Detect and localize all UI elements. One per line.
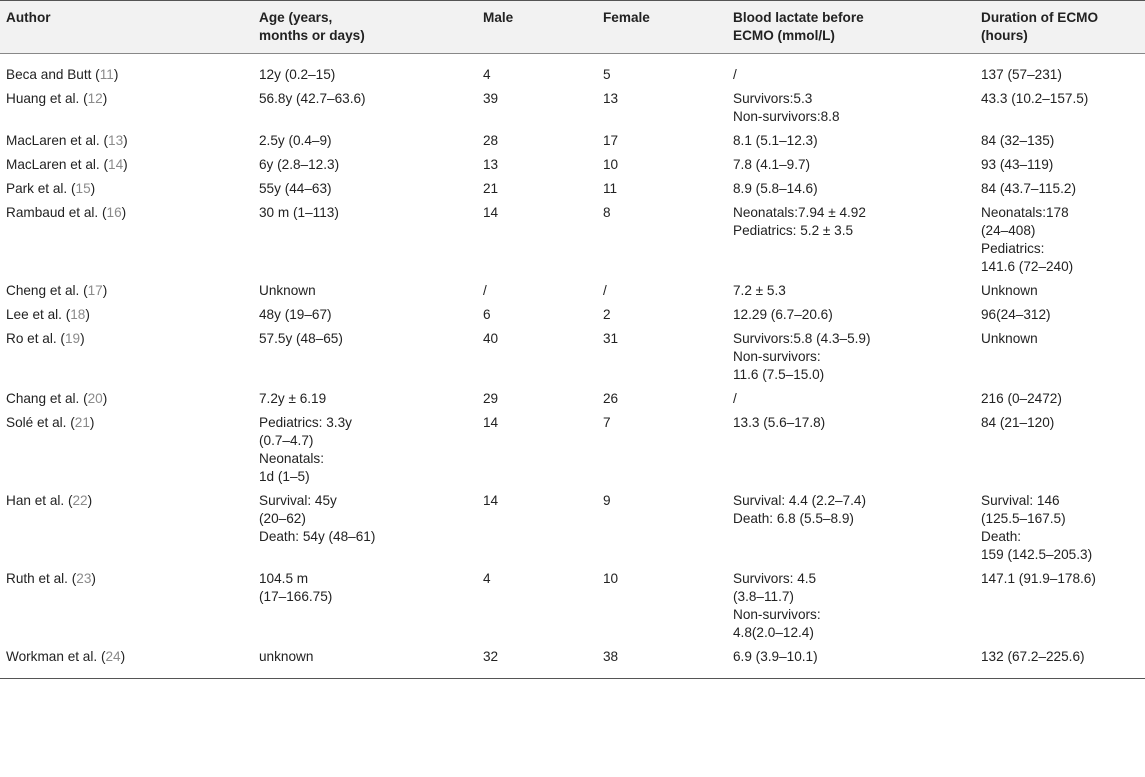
cell-line: Non-survivors: — [733, 349, 821, 364]
cell-line: 6y (2.8–12.3) — [259, 157, 340, 172]
column-header-line: Age (years, — [259, 10, 333, 25]
cell-line: 30 m (1–113) — [259, 205, 339, 220]
author-name: Lee et al. — [6, 307, 62, 322]
cell-duration — [975, 411, 1145, 489]
cell-author: Han et al. (22) — [6, 493, 93, 508]
cell-duration — [975, 327, 1145, 387]
cell-line: 96(24–312) — [981, 307, 1051, 322]
cell-line: 13.3 (5.6–17.8) — [733, 415, 826, 430]
cell-lactate — [727, 87, 975, 129]
cell-value: 6 — [483, 307, 491, 322]
reference-link[interactable]: 19 — [64, 331, 81, 346]
cell-line: Survival: 4.4 (2.2–7.4) — [733, 493, 866, 508]
reference-link[interactable]: 18 — [70, 307, 86, 322]
column-header-line: Male — [483, 10, 514, 25]
cell-value: 8 — [603, 205, 611, 220]
cell-lactate — [727, 201, 975, 279]
reference-link[interactable]: 24 — [105, 649, 121, 664]
cell-value: 14 — [483, 493, 499, 508]
table-row — [0, 387, 1145, 411]
cell-duration — [975, 129, 1145, 153]
cell-female — [597, 129, 727, 153]
cell-author: Ruth et al. (23) — [6, 571, 96, 586]
cell-value: / — [603, 283, 607, 298]
cell-age — [253, 303, 477, 327]
cell-age — [253, 177, 477, 201]
cell-line: (17–166.75) — [259, 589, 333, 604]
cell-line: Pediatrics: 5.2 ± 3.5 — [733, 223, 854, 238]
reference-link[interactable]: 14 — [108, 157, 124, 172]
reference-link[interactable]: 13 — [108, 133, 124, 148]
column-header-line: Author — [6, 10, 51, 25]
cell-line: Neonatals:178 — [981, 205, 1069, 220]
table-row — [0, 645, 1145, 679]
cell-line: Unknown — [981, 283, 1038, 298]
cell-line: Survivors:5.8 (4.3–5.9) — [733, 331, 871, 346]
cell-male — [477, 387, 597, 411]
cell-age — [253, 411, 477, 489]
cell-lactate — [727, 153, 975, 177]
cell-line: Unknown — [259, 283, 316, 298]
cell-line: 56.8y (42.7–63.6) — [259, 91, 366, 106]
cell-male — [477, 303, 597, 327]
cell-line: 8.1 (5.1–12.3) — [733, 133, 818, 148]
cell-line: Non-survivors: — [733, 607, 821, 622]
table-row — [0, 303, 1145, 327]
cell-line: 12y (0.2–15) — [259, 67, 336, 82]
cell-male — [477, 153, 597, 177]
cell-lactate — [727, 129, 975, 153]
table-row — [0, 327, 1145, 387]
cell-line: 43.3 (10.2–157.5) — [981, 91, 1089, 106]
cell-value: 21 — [483, 181, 499, 196]
cell-duration — [975, 177, 1145, 201]
author-name: Workman et al. — [6, 649, 98, 664]
cell-line: Survivors: 4.5 — [733, 571, 817, 586]
cell-age — [253, 153, 477, 177]
cell-author: Solé et al. (21) — [6, 415, 95, 430]
cell-line: 7.2 ± 5.3 — [733, 283, 786, 298]
table-row — [0, 177, 1145, 201]
cell-female — [597, 54, 727, 88]
cell-age — [253, 489, 477, 567]
cell-value: 28 — [483, 133, 499, 148]
cell-author: Huang et al. (12) — [6, 91, 108, 106]
cell-line: 104.5 m — [259, 571, 309, 586]
cell-duration — [975, 303, 1145, 327]
cell-line: 84 (32–135) — [981, 133, 1055, 148]
cell-value: / — [483, 283, 487, 298]
cell-female — [597, 279, 727, 303]
cell-male — [477, 87, 597, 129]
table-row — [0, 129, 1145, 153]
cell-lactate — [727, 177, 975, 201]
cell-line: 84 (43.7–115.2) — [981, 181, 1076, 196]
cell-age — [253, 279, 477, 303]
cell-age — [253, 54, 477, 88]
cell-duration — [975, 87, 1145, 129]
cell-female — [597, 387, 727, 411]
cell-line: 2.5y (0.4–9) — [259, 133, 332, 148]
author-name: Solé et al. — [6, 415, 67, 430]
cell-line: 11.6 (7.5–15.0) — [733, 367, 825, 382]
cell-value: 29 — [483, 391, 499, 406]
cell-line: Survivors:5.3 — [733, 91, 813, 106]
author-name: Ro et al. — [6, 331, 57, 346]
cell-value: 14 — [483, 205, 499, 220]
cell-lactate — [727, 327, 975, 387]
cell-female — [597, 87, 727, 129]
author-name: Cheng et al. — [6, 283, 80, 298]
cell-age — [253, 567, 477, 645]
cell-male — [477, 567, 597, 645]
cell-author: MacLaren et al. (13) — [6, 133, 128, 148]
table-row — [0, 54, 1145, 88]
reference-link[interactable]: 11 — [99, 67, 114, 82]
cell-lactate — [727, 645, 975, 679]
cell-line: / — [733, 391, 737, 406]
cell-age — [253, 201, 477, 279]
table-row — [0, 567, 1145, 645]
cell-duration — [975, 567, 1145, 645]
cell-duration — [975, 201, 1145, 279]
cell-line: 4.8(2.0–12.4) — [733, 625, 814, 640]
cell-line: Death: 54y (48–61) — [259, 529, 376, 544]
cell-female — [597, 327, 727, 387]
cell-lactate — [727, 303, 975, 327]
author-name: Huang et al. — [6, 91, 80, 106]
cell-author: Beca and Butt (11) — [6, 67, 119, 82]
cell-line: Survival: 146 — [981, 493, 1060, 508]
cell-lactate — [727, 567, 975, 645]
cell-line: 147.1 (91.9–178.6) — [981, 571, 1096, 586]
cell-lactate — [727, 489, 975, 567]
table-row — [0, 153, 1145, 177]
cell-age — [253, 387, 477, 411]
cell-duration — [975, 54, 1145, 88]
column-header-age — [253, 1, 477, 54]
cell-value: 7 — [603, 415, 611, 430]
cell-male — [477, 129, 597, 153]
table-row — [0, 411, 1145, 489]
cell-age — [253, 87, 477, 129]
cell-value: 14 — [483, 415, 499, 430]
cell-female — [597, 411, 727, 489]
author-name: Beca and Butt — [6, 67, 92, 82]
cell-line: (3.8–11.7) — [733, 589, 794, 604]
cell-value: 13 — [483, 157, 499, 172]
cell-duration — [975, 489, 1145, 567]
cell-male — [477, 279, 597, 303]
cell-line: 12.29 (6.7–20.6) — [733, 307, 833, 322]
cell-line: 7.8 (4.1–9.7) — [733, 157, 811, 172]
cell-female — [597, 567, 727, 645]
cell-line: 1d (1–5) — [259, 469, 310, 484]
reference-link[interactable]: 12 — [87, 91, 103, 106]
reference-link[interactable]: 20 — [87, 391, 103, 406]
cell-line: Neonatals: — [259, 451, 324, 466]
cell-female — [597, 177, 727, 201]
cell-line: (24–408) — [981, 223, 1036, 238]
table-row — [0, 87, 1145, 129]
reference-link[interactable]: 16 — [106, 205, 122, 220]
cell-author: Rambaud et al. (16) — [6, 205, 127, 220]
column-header-line: ECMO (mmol/L) — [733, 28, 835, 43]
cell-duration — [975, 279, 1145, 303]
cell-male — [477, 201, 597, 279]
cell-author: Workman et al. (24) — [0, 645, 253, 679]
cell-male — [477, 54, 597, 88]
cell-lactate — [727, 279, 975, 303]
cell-author: Ro et al. (19) — [6, 331, 85, 346]
cell-line: 93 (43–119) — [981, 157, 1054, 172]
reference-link[interactable]: 21 — [74, 415, 90, 430]
cell-male — [477, 177, 597, 201]
table-row — [0, 201, 1145, 279]
cell-duration — [975, 153, 1145, 177]
table-body — [0, 54, 1145, 679]
cell-line: unknown — [259, 649, 314, 664]
author-name: MacLaren et al. — [6, 157, 100, 172]
cell-male — [477, 327, 597, 387]
cell-author: Chang et al. (20) — [6, 391, 108, 406]
author-name: MacLaren et al. — [6, 133, 100, 148]
cell-line: Pediatrics: — [981, 241, 1045, 256]
reference-link[interactable]: 15 — [75, 181, 91, 196]
cell-line: Unknown — [981, 331, 1038, 346]
cell-value: 13 — [603, 91, 619, 106]
cell-line: (20–62) — [259, 511, 306, 526]
cell-line: / — [733, 67, 737, 82]
cell-lactate — [727, 387, 975, 411]
cell-value: 31 — [603, 331, 619, 346]
table-row — [0, 489, 1145, 567]
cell-value: 38 — [603, 649, 619, 664]
cell-line: 159 (142.5–205.3) — [981, 547, 1093, 562]
cell-line: 84 (21–120) — [981, 415, 1055, 430]
cell-value: 32 — [483, 649, 499, 664]
reference-link[interactable]: 17 — [87, 283, 103, 298]
cell-value: 9 — [603, 493, 611, 508]
author-name: Ruth et al. — [6, 571, 68, 586]
cell-line: 141.6 (72–240) — [981, 259, 1074, 274]
cell-female — [597, 489, 727, 567]
reference-link[interactable]: 22 — [72, 493, 88, 508]
cell-age — [253, 327, 477, 387]
cell-male — [477, 411, 597, 489]
cell-lactate — [727, 411, 975, 489]
cell-value: 17 — [603, 133, 619, 148]
cell-line: (0.7–4.7) — [259, 433, 314, 448]
cell-age — [253, 645, 477, 679]
column-header-author — [0, 1, 253, 54]
cell-line: 132 (67.2–225.6) — [981, 649, 1085, 664]
column-header-duration — [975, 1, 1145, 54]
cell-female — [597, 201, 727, 279]
column-header-line: (hours) — [981, 28, 1028, 43]
cell-value: 5 — [603, 67, 611, 82]
cell-line: Death: — [981, 529, 1022, 544]
cell-value: 4 — [483, 67, 491, 82]
cell-line: 48y (19–67) — [259, 307, 332, 322]
cell-author: Cheng et al. (17) — [6, 283, 108, 298]
cell-line: 57.5y (48–65) — [259, 331, 343, 346]
cell-author: Lee et al. (18) — [6, 307, 90, 322]
cell-line: Death: 6.8 (5.5–8.9) — [733, 511, 854, 526]
cell-line: Non-survivors:8.8 — [733, 109, 840, 124]
cell-author: Park et al. (15) — [6, 181, 96, 196]
reference-link[interactable]: 23 — [76, 571, 92, 586]
cell-value: 10 — [603, 157, 619, 172]
cell-line: 55y (44–63) — [259, 181, 332, 196]
cell-value: 39 — [483, 91, 499, 106]
cell-line: 6.9 (3.9–10.1) — [733, 649, 818, 664]
cell-line: 216 (0–2472) — [981, 391, 1062, 406]
cell-female — [597, 645, 727, 679]
cell-line: 7.2y ± 6.19 — [259, 391, 327, 406]
cell-female — [597, 153, 727, 177]
table-row — [0, 279, 1145, 303]
cell-age — [253, 129, 477, 153]
cell-duration — [975, 645, 1145, 679]
column-header-lactate — [727, 1, 975, 54]
column-header-line: months or days) — [259, 28, 365, 43]
author-name: Rambaud et al. — [6, 205, 99, 220]
column-header-line: Female — [603, 10, 650, 25]
cell-value: 10 — [603, 571, 619, 586]
cell-value: 11 — [603, 181, 618, 196]
cell-line: Neonatals:7.94 ± 4.92 — [733, 205, 866, 220]
table-header-row — [0, 1, 1145, 54]
cell-lactate — [727, 54, 975, 88]
column-header-male — [477, 1, 597, 54]
cell-value: 40 — [483, 331, 499, 346]
column-header-line: Blood lactate before — [733, 10, 864, 25]
author-name: Chang et al. — [6, 391, 80, 406]
column-header-line: Duration of ECMO — [981, 10, 1099, 25]
cell-line: 137 (57–231) — [981, 67, 1062, 82]
cell-line: 8.9 (5.8–14.6) — [733, 181, 818, 196]
cell-male — [477, 645, 597, 679]
author-name: Han et al. — [6, 493, 65, 508]
cell-value: 4 — [483, 571, 491, 586]
cell-male — [477, 489, 597, 567]
cell-author: MacLaren et al. (14) — [6, 157, 128, 172]
cell-value: 2 — [603, 307, 611, 322]
cell-line: (125.5–167.5) — [981, 511, 1066, 526]
cell-line: Survival: 45y — [259, 493, 337, 508]
cell-duration — [975, 387, 1145, 411]
cell-value: 26 — [603, 391, 619, 406]
cell-female — [597, 303, 727, 327]
column-header-female — [597, 1, 727, 54]
cell-line: Pediatrics: 3.3y — [259, 415, 352, 430]
author-name: Park et al. — [6, 181, 68, 196]
